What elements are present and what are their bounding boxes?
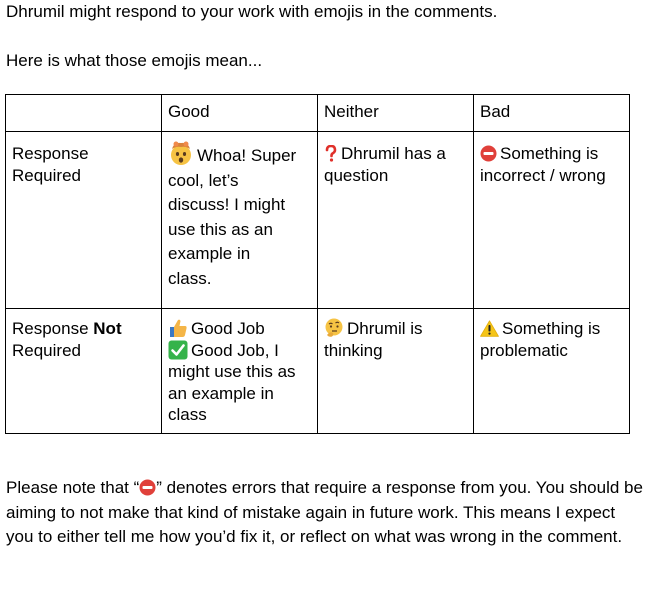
row-label-part1: Response bbox=[12, 319, 94, 338]
header-good: Good bbox=[162, 95, 318, 132]
warning-icon bbox=[480, 320, 499, 337]
good-item2-text-3: an example in bbox=[168, 383, 274, 403]
check-mark-icon bbox=[168, 340, 188, 360]
cell-good-not-required bbox=[162, 309, 318, 434]
thinking-face-icon bbox=[324, 318, 344, 338]
neither-required-text-1: Dhrumil has a bbox=[341, 144, 446, 163]
good-required-text-1: Whoa! Super bbox=[197, 146, 297, 165]
note-paragraph bbox=[6, 476, 646, 550]
table-row-response-not-required bbox=[6, 309, 630, 434]
table-row-response-required bbox=[6, 132, 630, 309]
good-required-text-2: cool, let’s bbox=[168, 170, 239, 190]
emoji-meaning-table bbox=[5, 94, 630, 434]
bad-not-required-text-1: Something is bbox=[502, 319, 601, 338]
note-text-before: Please note that “ bbox=[6, 478, 140, 497]
good-required-text-4: use this as an bbox=[168, 219, 273, 239]
good-item2-text-2: might use this as bbox=[168, 362, 296, 381]
cell-good-required bbox=[162, 132, 318, 309]
cell-neither-required bbox=[318, 132, 474, 309]
good-item2-text-1: Good Job, I bbox=[191, 340, 279, 360]
header-bad: Bad bbox=[474, 95, 630, 132]
good-item1-text: Good Job bbox=[191, 319, 265, 338]
row-label-bold-not: Not bbox=[93, 319, 122, 338]
good-item2-text-4: class bbox=[168, 405, 207, 424]
good-required-text-5: example in bbox=[168, 244, 251, 263]
neither-not-required-text-1: Dhrumil is bbox=[347, 319, 423, 338]
bad-not-required-text-2: problematic bbox=[480, 340, 568, 360]
good-required-text-6: class. bbox=[168, 268, 212, 288]
header-neither: Neither bbox=[318, 95, 474, 132]
neither-not-required-text-2: thinking bbox=[324, 340, 383, 360]
row-label-response-required bbox=[6, 132, 162, 309]
no-entry-icon bbox=[480, 145, 497, 162]
row-label-text: Response Required bbox=[12, 144, 89, 185]
intro-line-1: Dhrumil might respond to your work with emojis in the comments. bbox=[6, 2, 498, 21]
exploding-head-icon bbox=[168, 140, 194, 166]
note-text-after: ” denotes errors that require a response from you. You should be aiming to not make that kind of mistake again in future work. This means I expect you to either tell me how you’d fix it, or reflect on what was wrong in the comment. bbox=[6, 478, 643, 546]
header-empty-cell bbox=[6, 95, 162, 132]
cell-bad-not-required bbox=[474, 309, 630, 434]
row-label-response-not-required bbox=[6, 309, 162, 434]
neither-required-text-2: question bbox=[324, 165, 389, 185]
question-mark-icon bbox=[324, 145, 338, 162]
bad-required-text-1: Something is bbox=[500, 144, 599, 163]
row-label-part2: Required bbox=[12, 340, 81, 360]
good-required-text-3: discuss! I might bbox=[168, 195, 286, 214]
cell-neither-not-required bbox=[318, 309, 474, 434]
intro-line-2: Here is what those emojis mean... bbox=[6, 51, 263, 70]
thumbs-up-icon bbox=[168, 318, 188, 338]
table-header-row bbox=[6, 95, 630, 132]
cell-bad-required bbox=[474, 132, 630, 309]
bad-required-text-2: incorrect / wrong bbox=[480, 165, 606, 185]
no-entry-icon bbox=[139, 479, 156, 496]
